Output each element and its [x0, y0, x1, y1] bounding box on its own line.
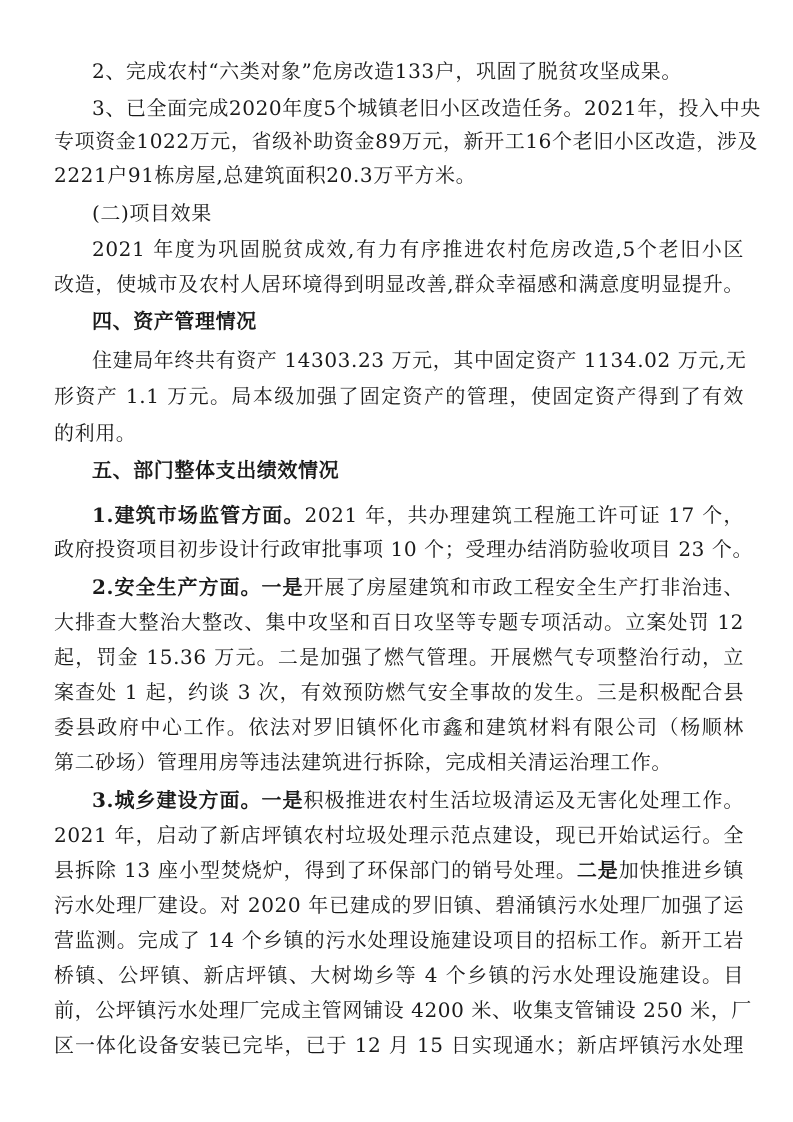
- section-subheading: (二)项目效果: [92, 201, 212, 225]
- section-heading: 四、资产管理情况: [92, 309, 257, 333]
- text-line: 政府投资项目初步设计行政审批事项 10 个；受理办结消防验收项目 23 个。: [54, 537, 754, 561]
- text-line: [92, 500, 744, 530]
- text-line: 2021 年度为巩固脱贫成效,有力有序推进农村危房改造,5个老旧小区: [92, 237, 744, 261]
- text-line: 2221户91栋房屋,总建筑面积20.3万平方米。: [54, 163, 477, 187]
- section-heading: 五、部门整体支出绩效情况: [92, 458, 340, 482]
- text-line: 大排查大整治大整改、集中攻坚和百日攻坚等专题专项活动。立案处罚 12: [54, 610, 744, 634]
- text-line: 第二砂场）管理用房等违法建筑进行拆除，完成相关清运治理工作。: [54, 750, 672, 774]
- text-line: 前，公坪镇污水处理厂完成主管网铺设 4200 米、收集支管铺设 250 米，厂: [54, 998, 752, 1022]
- text-line: [92, 572, 744, 602]
- text-line: 2021 年，启动了新店坪镇农村垃圾处理示范点建设，现已开始试运行。全: [54, 823, 744, 847]
- text-line: [54, 855, 744, 885]
- text-line: 形资产 1.1 万元。局本级加强了固定资产的管理，使固定资产得到了有效: [54, 384, 744, 408]
- paragraph-text: 开展了房屋建筑和市政工程安全生产打非治违、: [303, 575, 744, 599]
- text-line: 区一体化设备安装已完毕，已于 12 月 15 日实现通水；新店坪镇污水处理: [54, 1033, 744, 1057]
- text-line: 污水处理厂建设。对 2020 年已建成的罗旧镇、碧涌镇污水处理厂加强了运: [54, 893, 744, 917]
- text-line: 起，罚金 15.36 万元。二是加强了燃气管理。开展燃气专项整治行动，立: [54, 645, 744, 669]
- paragraph-lead: 1.建筑市场监管方面。: [92, 503, 305, 527]
- text-line: [92, 785, 744, 815]
- paragraph-text: 积极推进农村生活垃圾清运及无害化处理工作。: [303, 788, 744, 812]
- paragraph-lead: 二是: [576, 858, 619, 882]
- text-line: 2、完成农村“六类对象”危房改造133户，巩固了脱贫攻坚成果。: [92, 59, 682, 83]
- paragraph-lead: 3.城乡建设方面。一是: [92, 788, 304, 812]
- text-line: 住建局年终共有资产 14303.23 万元，其中固定资产 1134.02 万元,无: [92, 348, 747, 372]
- text-line: 3、已全面完成2020年度5个城镇老旧小区改造任务。2021年，投入中央: [92, 96, 761, 120]
- text-line: 桥镇、公坪镇、新店坪镇、大树坳乡等 4 个乡镇的污水处理设施建设。目: [54, 963, 744, 987]
- paragraph-text: 2021 年，共办理建筑工程施工许可证 17 个，: [304, 503, 744, 527]
- text-line: 的利用。: [54, 421, 137, 445]
- paragraph-lead: 2.安全生产方面。一是: [92, 575, 304, 599]
- paragraph-text: 县拆除 13 座小型焚烧炉，得到了环保部门的销号处理。: [54, 858, 577, 882]
- text-line: 改造，使城市及农村人居环境得到明显改善,群众幸福感和满意度明显提升。: [54, 272, 744, 296]
- text-line: 案查处 1 起，约谈 3 次，有效预防燃气安全事故的发生。三是积极配合县: [54, 680, 744, 704]
- text-line: 营监测。完成了 14 个乡镇的污水处理设施建设项目的招标工作。新开工岩: [54, 928, 744, 952]
- paragraph-text: 加快推进乡镇: [618, 858, 744, 882]
- text-line: 委县政府中心工作。依法对罗旧镇怀化市鑫和建筑材料有限公司（杨顺林: [54, 715, 744, 739]
- text-line: 专项资金1022万元，省级补助资金89万元，新开工16个老旧小区改造，涉及: [54, 129, 758, 153]
